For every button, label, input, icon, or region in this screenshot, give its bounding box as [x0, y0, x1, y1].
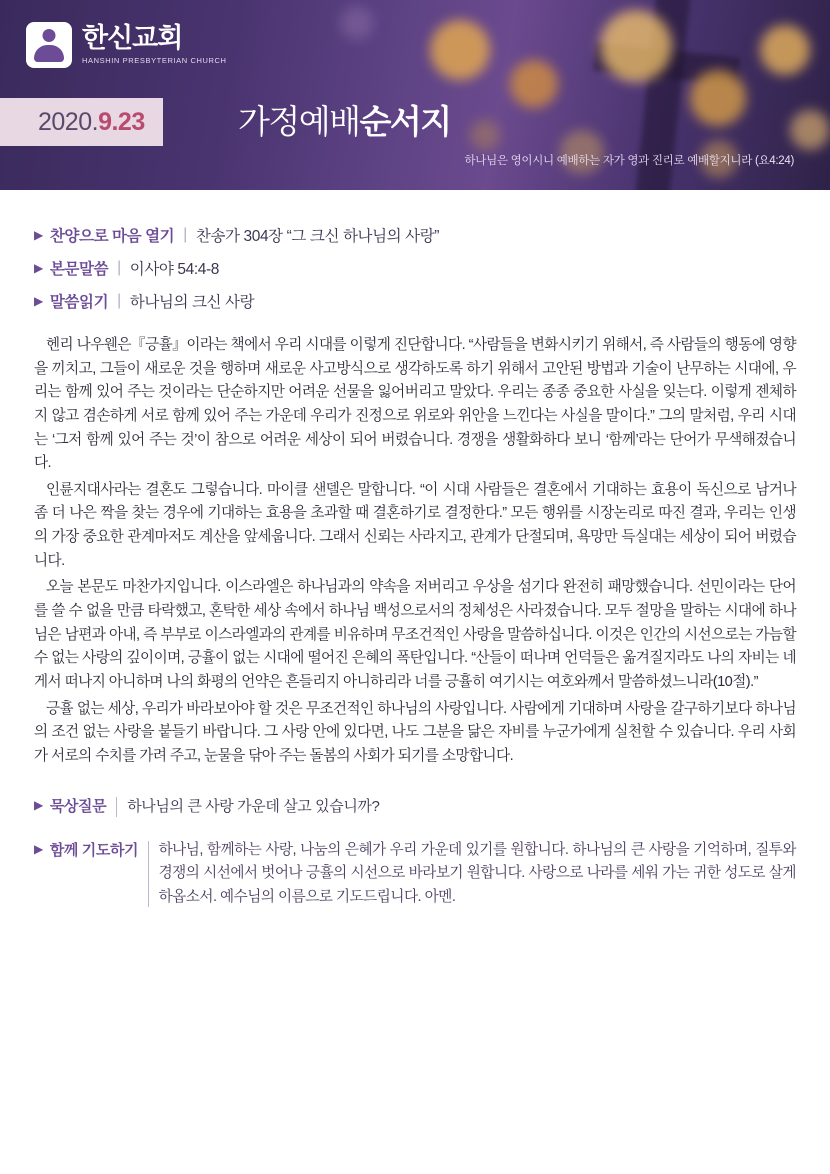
vertical-divider — [116, 797, 117, 817]
order-item-reading — [34, 290, 796, 312]
church-logo — [26, 22, 227, 68]
body-paragraph: 긍휼 없는 세상, 우리가 바라보아야 할 것은 무조건적인 하나님의 사랑입니다. 사람에게 기대하며 사랑을 갈구하기보다 하나님의 조건 없는 사랑을 붙들기 바랍니다. 그 사랑 안에 있다면, 나도 그분을 닮은 자비를 누군가에게 실천할 수 있습니다. 우리 사회가 서로의 수치를 가려 주고, 눈물을 닦아 주는 돌봄의 사회가 되기를 소망합니다. — [34, 700, 796, 764]
order-item-label: 찬양으로 마음 열기 — [49, 228, 175, 245]
order-item-scripture — [34, 257, 796, 279]
date-year: 2020. — [38, 107, 99, 136]
document-content — [0, 190, 830, 909]
order-item-label: 본문말씀 — [49, 261, 109, 278]
meditation-text: 하나님의 큰 사랑 가운데 살고 있습니까? — [127, 797, 380, 815]
meditation-row — [34, 795, 796, 819]
prayer-label: 함께 기도하기 — [49, 841, 139, 859]
title-prefix: 가정예배 — [238, 103, 360, 140]
bokeh-light — [690, 70, 746, 126]
order-divider: | — [117, 259, 121, 276]
order-divider: | — [117, 292, 121, 309]
footer-section — [34, 795, 796, 910]
bokeh-light — [340, 6, 374, 40]
header-verse: 하나님은 영이시니 예배하는 자가 영과 진리로 예배할지니라 (요4:24) — [464, 155, 794, 167]
date-label — [38, 108, 145, 137]
bokeh-light — [510, 60, 558, 108]
date-accent: 9.23 — [98, 107, 145, 136]
bokeh-light — [600, 10, 672, 82]
meditation-label: 묵상질문 — [49, 797, 107, 815]
body-paragraph: 헨리 나우웬은『긍휼』이라는 책에서 우리 시대를 이렇게 진단합니다. “사람들을 변화시키기 위해서, 즉 사람들의 행동에 영향을 끼치고, 그들이 새로운 것을 행하며 새로운 사고방식으로 생각하도록 하기 위해서 고안된 방법과 기술이 난무하는 시대에, 우리는 함께 있어 주는 것이라는 단순하지만 어려운 선물을 잃어버리고 말았다. 우리는 종종 중요한 사실을 잊는다. 이렇게 젠체하지 않고 겸손하게 서로 함께 있어 주는 가운데 우리가 진정으로 위로와 위안을 느낀다는 사실을 말이다.” 그의 말처럼, 우리 시대는 ‘그저 함께 있어 주는 것’이 참으로 어려운 세상이 되어 버렸습니다. 경쟁을 생활화하다 보니 ‘함께’라는 단어가 무색해졌습니다. — [34, 337, 796, 472]
triangle-bullet-icon: ▶ — [34, 841, 43, 856]
triangle-bullet-icon: ▶ — [34, 261, 43, 275]
order-item-label: 말씀읽기 — [49, 294, 109, 311]
logo-mark-icon — [26, 22, 72, 68]
triangle-bullet-icon: ▶ — [34, 228, 43, 242]
logo-text-english: HANSHIN PRESBYTERIAN CHURCH — [82, 56, 227, 65]
order-item-value: 이사야 54:4-8 — [129, 261, 219, 278]
bokeh-light — [470, 120, 500, 150]
order-item-value: 찬송가 304장 “그 크신 하나님의 사랑” — [195, 228, 440, 245]
order-divider: | — [183, 226, 187, 243]
bokeh-light — [430, 20, 490, 80]
triangle-bullet-icon: ▶ — [34, 797, 43, 812]
triangle-bullet-icon: ▶ — [34, 294, 43, 308]
date-ribbon — [0, 98, 163, 146]
title-bold: 순서지 — [359, 103, 451, 140]
bokeh-light — [760, 25, 810, 75]
worship-order-list — [34, 224, 796, 312]
bokeh-light — [790, 110, 830, 150]
order-item-praise — [34, 224, 796, 246]
prayer-text: 하나님, 함께하는 사랑, 나눔의 은혜가 우리 가운데 있기를 원합니다. 하나님의 큰 사랑을 기억하며, 질투와 경쟁의 시선에서 벗어나 긍휼의 시선으로 바라보기 원합니다. 사랑으로 나라를 세워 가는 귀한 성도로 살게 하옵소서. 예수님의 이름으로 기도드립니다. 아멘. — [158, 841, 796, 905]
order-item-value: 하나님의 크신 사랑 — [129, 294, 255, 311]
header-banner — [0, 0, 830, 190]
body-paragraph: 오늘 본문도 마찬가지입니다. 이스라엘은 하나님과의 약속을 저버리고 우상을 섬기다 완전히 패망했습니다. 선민이라는 단어를 쓸 수 없을 만큼 타락했고, 혼탁한 세상 속에서 하나님 백성으로서의 정체성은 사라졌습니다. 모두 절망을 말하는 시대에 하나님은 남편과 아내, 즉 부부로 이스라엘과의 관계를 비유하며 무조건적인 사랑을 말씀하십니다. 이것은 인간의 시선으로는 가늠할 수 없는 사랑의 깊이이며, 긍휼이 없는 시대에 떨어진 은혜의 폭탄입니다. “산들이 떠나며 언덕들은 옮겨질지라도 나의 자비는 네게서 떠나지 아니하며 나의 화평의 언약은 흔들리지 아니하리라 너를 긍휼히 여기시는 여호와께서 말씀하셨느니라(10절).” — [34, 579, 796, 690]
prayer-row — [34, 839, 796, 910]
page-title — [238, 96, 451, 143]
logo-text-korean: 한신교회 — [82, 23, 183, 53]
body-paragraph: 인륜지대사라는 결혼도 그렇습니다. 마이클 샌델은 말합니다. “이 시대 사람들은 결혼에서 기대하는 효용이 독신으로 남거나 좀 더 나은 짝을 찾는 경우에 기대하는 효용을 초과할 때 결혼하기로 결정한다.” 모든 행위를 시장논리로 따진 결과, 우리는 인생의 가장 중요한 관계마저도 계산을 앞세웁니다. 그래서 신뢰는 사라지고, 관계가 단절되며, 욕망만 득실대는 세상이 되어 버렸습니다. — [34, 481, 796, 569]
